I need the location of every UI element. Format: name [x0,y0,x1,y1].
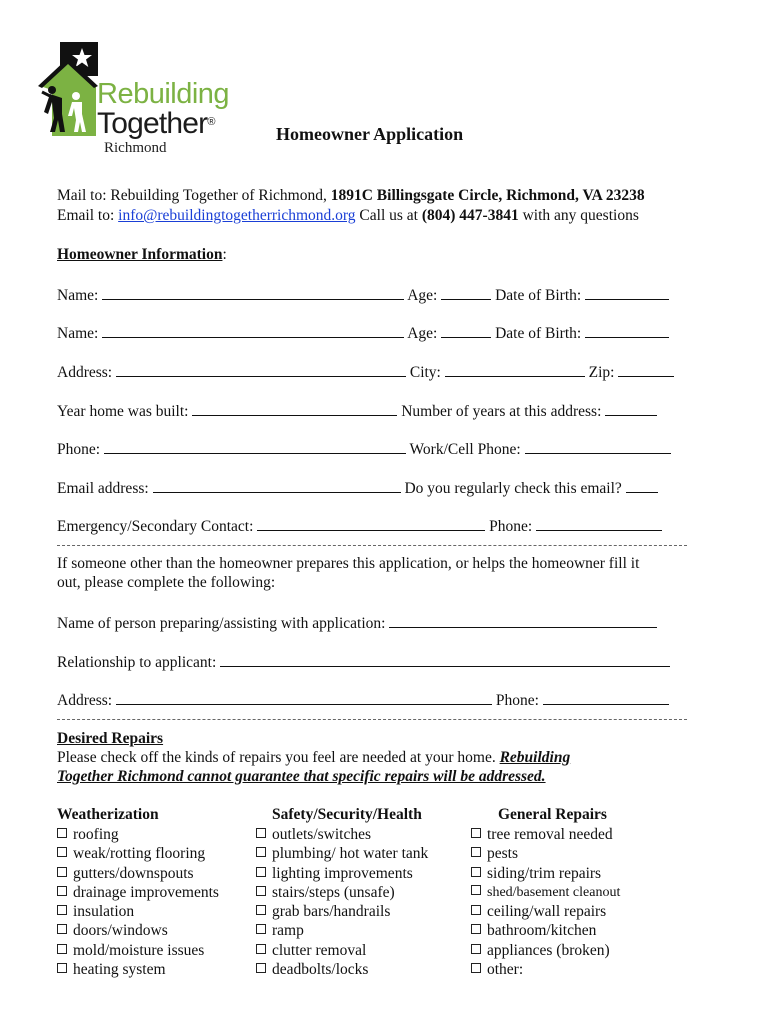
emergency-row: Emergency/Secondary Contact: Phone: [57,516,662,536]
checkbox[interactable] [57,944,67,954]
divider-1 [57,545,687,546]
checkbox[interactable] [256,847,266,857]
checkbox[interactable] [256,944,266,954]
repair-option[interactable] [256,941,428,960]
repair-option-label: weak/rotting flooring [73,845,206,863]
repair-option[interactable] [256,921,428,940]
repair-option[interactable] [57,844,219,863]
repair-option[interactable] [57,883,219,902]
address-field[interactable] [116,362,406,377]
repair-option[interactable] [256,960,428,979]
repair-option-label: other: [487,961,524,979]
repair-option[interactable] [471,902,620,921]
repair-option[interactable] [471,941,620,960]
disclaimer-text-1: Rebuilding [499,749,571,766]
emergency-contact-field[interactable] [257,516,485,531]
homeowner-info-heading: Homeowner Information: [57,246,227,263]
disclaimer-text-2: Together Richmond cannot guarantee that specific repairs will be addressed. [57,768,546,785]
email-line: Email to: info@rebuildingtogetherrichmond.org Call us at (804) 447-3841 with any questions [57,207,639,224]
repair-option[interactable] [57,902,219,921]
checkbox[interactable] [471,847,481,857]
age-field-1[interactable] [441,285,491,300]
checkbox[interactable] [57,886,67,896]
dob-field-2[interactable] [585,323,669,338]
checkbox[interactable] [256,828,266,838]
repair-option-label: grab bars/handrails [272,903,391,921]
checkbox[interactable] [256,963,266,973]
checkbox[interactable] [256,867,266,877]
repair-option[interactable] [57,960,219,979]
repair-option-label: shed/basement cleanout [487,884,621,900]
repair-option[interactable] [57,864,219,883]
repair-option-label: stairs/steps (unsafe) [272,883,395,901]
email-link[interactable]: info@rebuildingtogetherrichmond.org [118,207,356,224]
repair-option[interactable] [256,844,428,863]
name-field-1[interactable] [102,285,404,300]
age-field-2[interactable] [441,323,491,338]
checkbox[interactable] [256,924,266,934]
repair-option-label: deadbolts/locks [272,961,369,979]
repair-option-label: ramp [272,922,304,940]
work-cell-field[interactable] [525,439,671,454]
repair-option-label: siding/trim repairs [487,864,602,882]
repairs-column-general [471,806,620,979]
checkbox[interactable] [471,828,481,838]
checkbox[interactable] [256,886,266,896]
zip-field[interactable] [618,362,674,377]
preparer-name-field[interactable] [389,613,657,628]
repair-option[interactable] [471,960,620,979]
divider-2 [57,719,687,720]
logo-together-text: Together® [97,107,215,140]
year-built-field[interactable] [192,401,397,416]
checkbox[interactable] [57,828,67,838]
repair-option[interactable] [471,864,620,883]
logo-richmond-text: Richmond [104,140,167,156]
repair-option[interactable] [471,883,620,902]
check-email-field[interactable] [626,478,658,493]
repair-option[interactable] [256,883,428,902]
repairs-heading: Desired Repairs [57,730,164,747]
checkbox[interactable] [57,867,67,877]
repair-option-label: tree removal needed [487,826,613,843]
repair-option-label: roofing [73,826,119,843]
year-built-row: Year home was built: Number of years at this address: [57,401,657,421]
repairs-column-weatherization [57,806,219,979]
repair-option[interactable] [471,844,620,863]
repair-option[interactable] [57,941,219,960]
repair-option-label: ceiling/wall repairs [487,903,607,921]
checkbox[interactable] [57,963,67,973]
relationship-row: Relationship to applicant: [57,652,670,672]
repair-option[interactable] [57,825,219,844]
email-field[interactable] [153,478,401,493]
preparer-address-row: Address: Phone: [57,690,669,710]
repair-option-label: gutters/downspouts [73,864,194,882]
repair-option[interactable] [471,825,620,844]
repair-option-label: clutter removal [272,941,367,959]
repair-option[interactable] [256,864,428,883]
mail-line: Mail to: Rebuilding Together of Richmond, 1891C Billingsgate Circle, Richmond, VA 23238 [57,187,645,204]
checkbox[interactable] [57,847,67,857]
checkbox[interactable] [256,905,266,915]
logo-rebuilding-text: Rebuilding [97,78,230,110]
relationship-field[interactable] [220,652,670,667]
name-row-2: Name: Age: Date of Birth: [57,323,669,343]
column-title: Safety/Security/Health [272,806,422,823]
repair-option-label: appliances (broken) [487,941,610,959]
phone-field[interactable] [104,439,406,454]
repair-option-label: doors/windows [73,922,168,940]
preparer-intro-1: If someone other than the homeowner prepares this application, or helps the homeowner fill it [57,555,640,572]
checkbox[interactable] [471,905,481,915]
checkbox[interactable] [471,885,481,895]
logo [38,40,238,162]
checkbox[interactable] [57,924,67,934]
checkbox[interactable] [471,924,481,934]
phone-row: Phone: Work/Cell Phone: [57,439,671,459]
repair-option[interactable] [256,902,428,921]
checkbox[interactable] [471,944,481,954]
repair-option-label: lighting improvements [272,864,413,882]
checkbox[interactable] [471,867,481,877]
repairs-column-safety [256,806,428,979]
repairs-instruction-row: Please check off the kinds of repairs you feel are needed at your home. Rebuilding [57,749,571,766]
email-row: Email address: Do you regularly check this email? [57,478,658,498]
repair-option-label: bathroom/kitchen [487,922,597,940]
logo-house-icon [38,40,102,136]
repair-option[interactable] [471,921,620,940]
city-field[interactable] [445,362,585,377]
column-title: General Repairs [498,806,607,823]
repair-option-label: mold/moisture issues [73,941,205,959]
column-title: Weatherization [57,806,159,823]
preparer-intro-2: out, please complete the following: [57,574,276,591]
registered-mark: ® [207,116,215,128]
repair-option-label: plumbing/ hot water tank [272,845,429,863]
repair-option-label: pests [487,845,518,863]
emergency-phone-field[interactable] [536,516,662,531]
name-row-1: Name: Age: Date of Birth: [57,285,669,305]
repair-option[interactable] [57,921,219,940]
address-row: Address: City: Zip: [57,362,674,382]
years-at-address-field[interactable] [605,401,657,416]
repair-option-label: insulation [73,903,135,921]
dob-field-1[interactable] [585,285,669,300]
repair-option-label: outlets/switches [272,826,372,843]
checkbox[interactable] [471,963,481,973]
checkbox[interactable] [57,905,67,915]
repair-option[interactable] [256,825,428,844]
preparer-address-field[interactable] [116,690,492,705]
page-title: Homeowner Application [276,124,464,144]
repair-option-label: drainage improvements [73,883,219,901]
repair-option-label: heating system [73,961,166,979]
phone-number: (804) 447-3841 [421,207,519,224]
mail-address: 1891C Billingsgate Circle, Richmond, VA 23238 [330,187,645,204]
preparer-name-row: Name of person preparing/assisting with application: [57,613,657,633]
preparer-phone-field[interactable] [543,690,669,705]
name-field-2[interactable] [102,323,404,338]
